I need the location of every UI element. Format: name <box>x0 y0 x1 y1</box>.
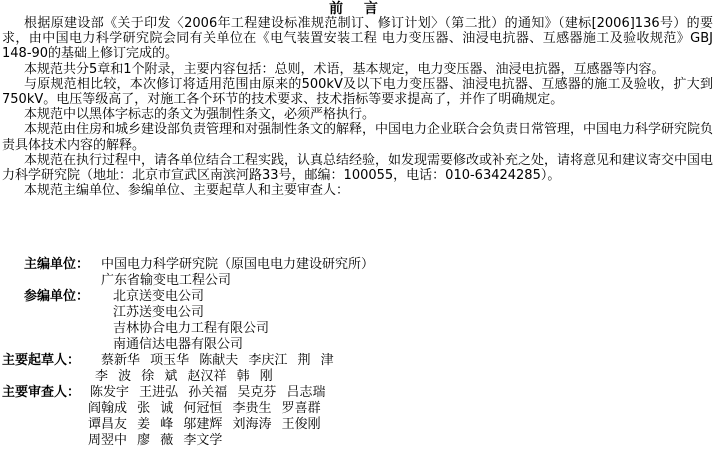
chief-editor-unit: 广东省输变电工程公司 <box>101 273 232 288</box>
page-title: 前 言 <box>329 1 386 17</box>
preface-body <box>2 16 713 198</box>
reviewers-names: 周翌中 廖 薇 李文学 <box>88 433 223 448</box>
participant-unit: 江苏送变电公司 <box>113 305 205 320</box>
drafters-label: 主要起草人： <box>2 353 81 368</box>
paragraph-changes: 与原规范相比较，本次修订将适用范围由原来的500kV及以下电力变压器、油浸电抗器、互感器的施工及验收，扩大到750kV。电压等级高了，对施工各个环节的技术要求、技术指标等要求提高了，并作了明确规定。 <box>2 76 713 108</box>
paragraph-basis: 根据原建设部《关于印发〈2006年工程建设标准规范制订、修订计划〉（第二批）的通知》（建标[2006]136号）的要求，由中国电力科学研究院会同有关单位在《电气装置安装工程 电力变压器、油浸电抗器、互感器施工及验收规范》GBJ 148-90的基础上修订完成的。 <box>2 16 713 62</box>
participant-unit: 南通信达电器有限公司 <box>113 337 244 352</box>
drafters-names: 蔡新华 项玉华 陈献夫 李庆江 荆 津 <box>101 353 334 368</box>
participants-label: 参编单位： <box>24 289 90 304</box>
participant-unit: 北京送变电公司 <box>113 289 205 304</box>
participant-unit: 吉林协合电力工程有限公司 <box>113 321 270 336</box>
chief-editor-label: 主编单位： <box>24 257 90 272</box>
paragraph-management: 本规范由住房和城乡建设部负责管理和对强制性条文的解释，中国电力企业联合会负责日常管理，中国电力科学研究院负责具体技术内容的解释。 <box>2 122 714 153</box>
reviewers-names: 阎翰成 张 诚 何冠恒 李贵生 罗喜群 <box>88 401 321 416</box>
reviewers-names: 谭昌友 姜 峰 邬建辉 刘海涛 王俊刚 <box>88 417 321 432</box>
chief-editor-unit: 中国电力科学研究院（原国电电力建设研究所） <box>101 257 375 272</box>
paragraph-mandatory: 本规范中以黑体字标志的条文为强制性条文，必须严格执行。 <box>24 107 376 123</box>
paragraph-contents: 本规范共分5章和1个附录，主要内容包括：总则，术语，基本规定，电力变压器、油浸电抗器，互感器等内容。 <box>24 61 665 77</box>
paragraph-units-intro: 本规范主编单位、参编单位、主要起草人和主要审查人： <box>24 183 350 199</box>
drafters-names: 李 波 徐 斌 赵汉祥 韩 刚 <box>95 369 273 384</box>
paragraph-feedback: 本规范在执行过程中，请各单位结合工程实践，认真总结经验，如发现需要修改或补充之处，请将意见和建议寄交中国电力科学研究院（地址：北京市宣武区南滨河路33号，邮编：100055，电话：010-63424285）。 <box>2 152 714 184</box>
reviewers-label: 主要审查人： <box>2 385 81 400</box>
reviewers-names: 陈发宇 王进弘 孙关福 吴克芬 吕志瑞 <box>90 385 326 400</box>
